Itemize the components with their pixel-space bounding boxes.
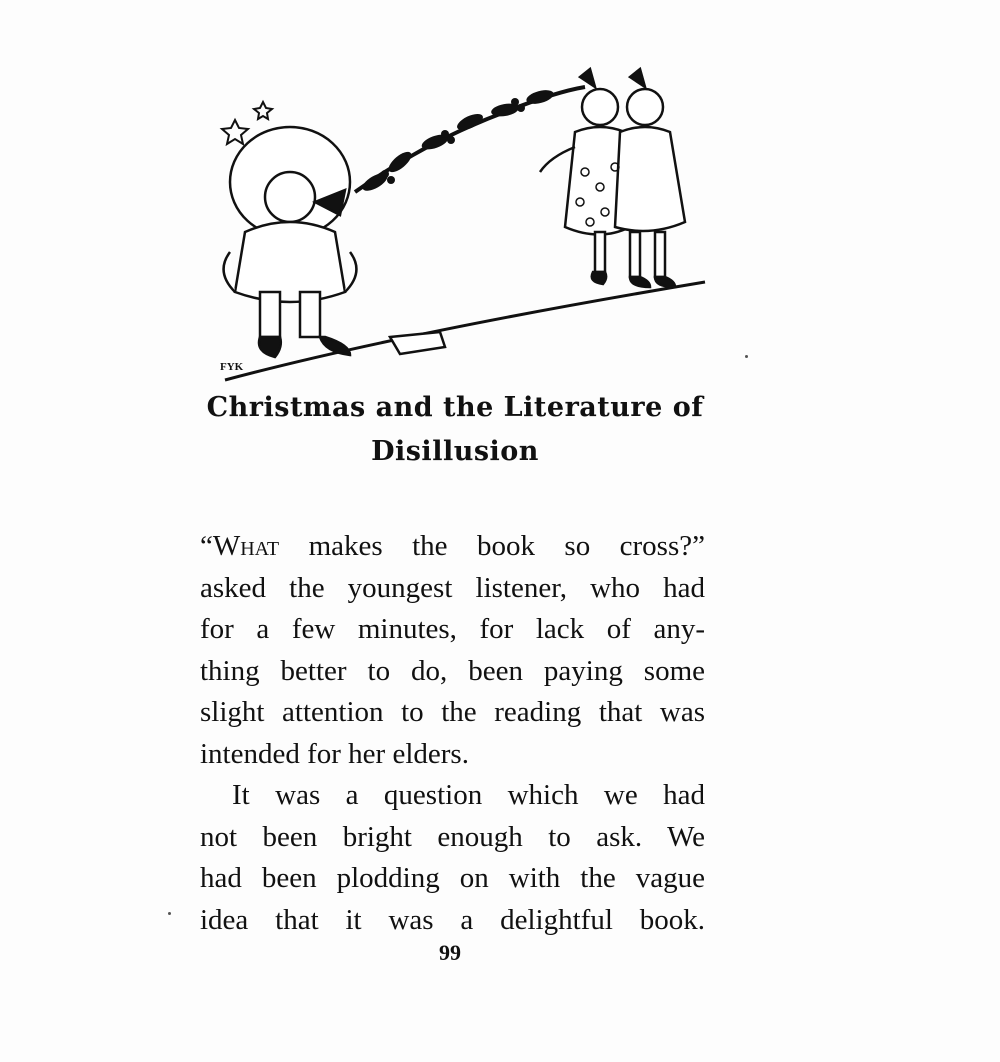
scan-speck xyxy=(745,355,748,358)
scan-speck xyxy=(168,912,171,915)
text-line: thing better to do, been paying some xyxy=(200,654,705,687)
text-line: It was a question which we had xyxy=(232,779,705,811)
text-line: had been plodding on with the vague xyxy=(200,862,705,894)
body-text xyxy=(200,526,705,941)
text-line: asked the youngest listener, who had xyxy=(200,571,705,604)
text-line: intended for her elders. xyxy=(200,737,469,770)
children-holly-illustration xyxy=(205,62,710,387)
text-line: idea that it was a delightful book. xyxy=(200,903,705,936)
text-span: makes the book so cross?” xyxy=(279,530,705,562)
opening-word: “What xyxy=(200,530,280,562)
text-line: slight attention to the reading that was xyxy=(200,696,705,728)
chapter-title-line-2: Disillusion xyxy=(371,436,539,467)
text-line xyxy=(200,526,705,568)
chapter-title-line-1: Christmas and the Literature of xyxy=(206,392,704,423)
text-line: not been bright enough to ask. We xyxy=(200,820,705,853)
text-line: for a few minutes, for lack of any- xyxy=(200,613,705,645)
artist-signature: FYK xyxy=(220,361,244,373)
page-number: 99 xyxy=(439,940,461,965)
